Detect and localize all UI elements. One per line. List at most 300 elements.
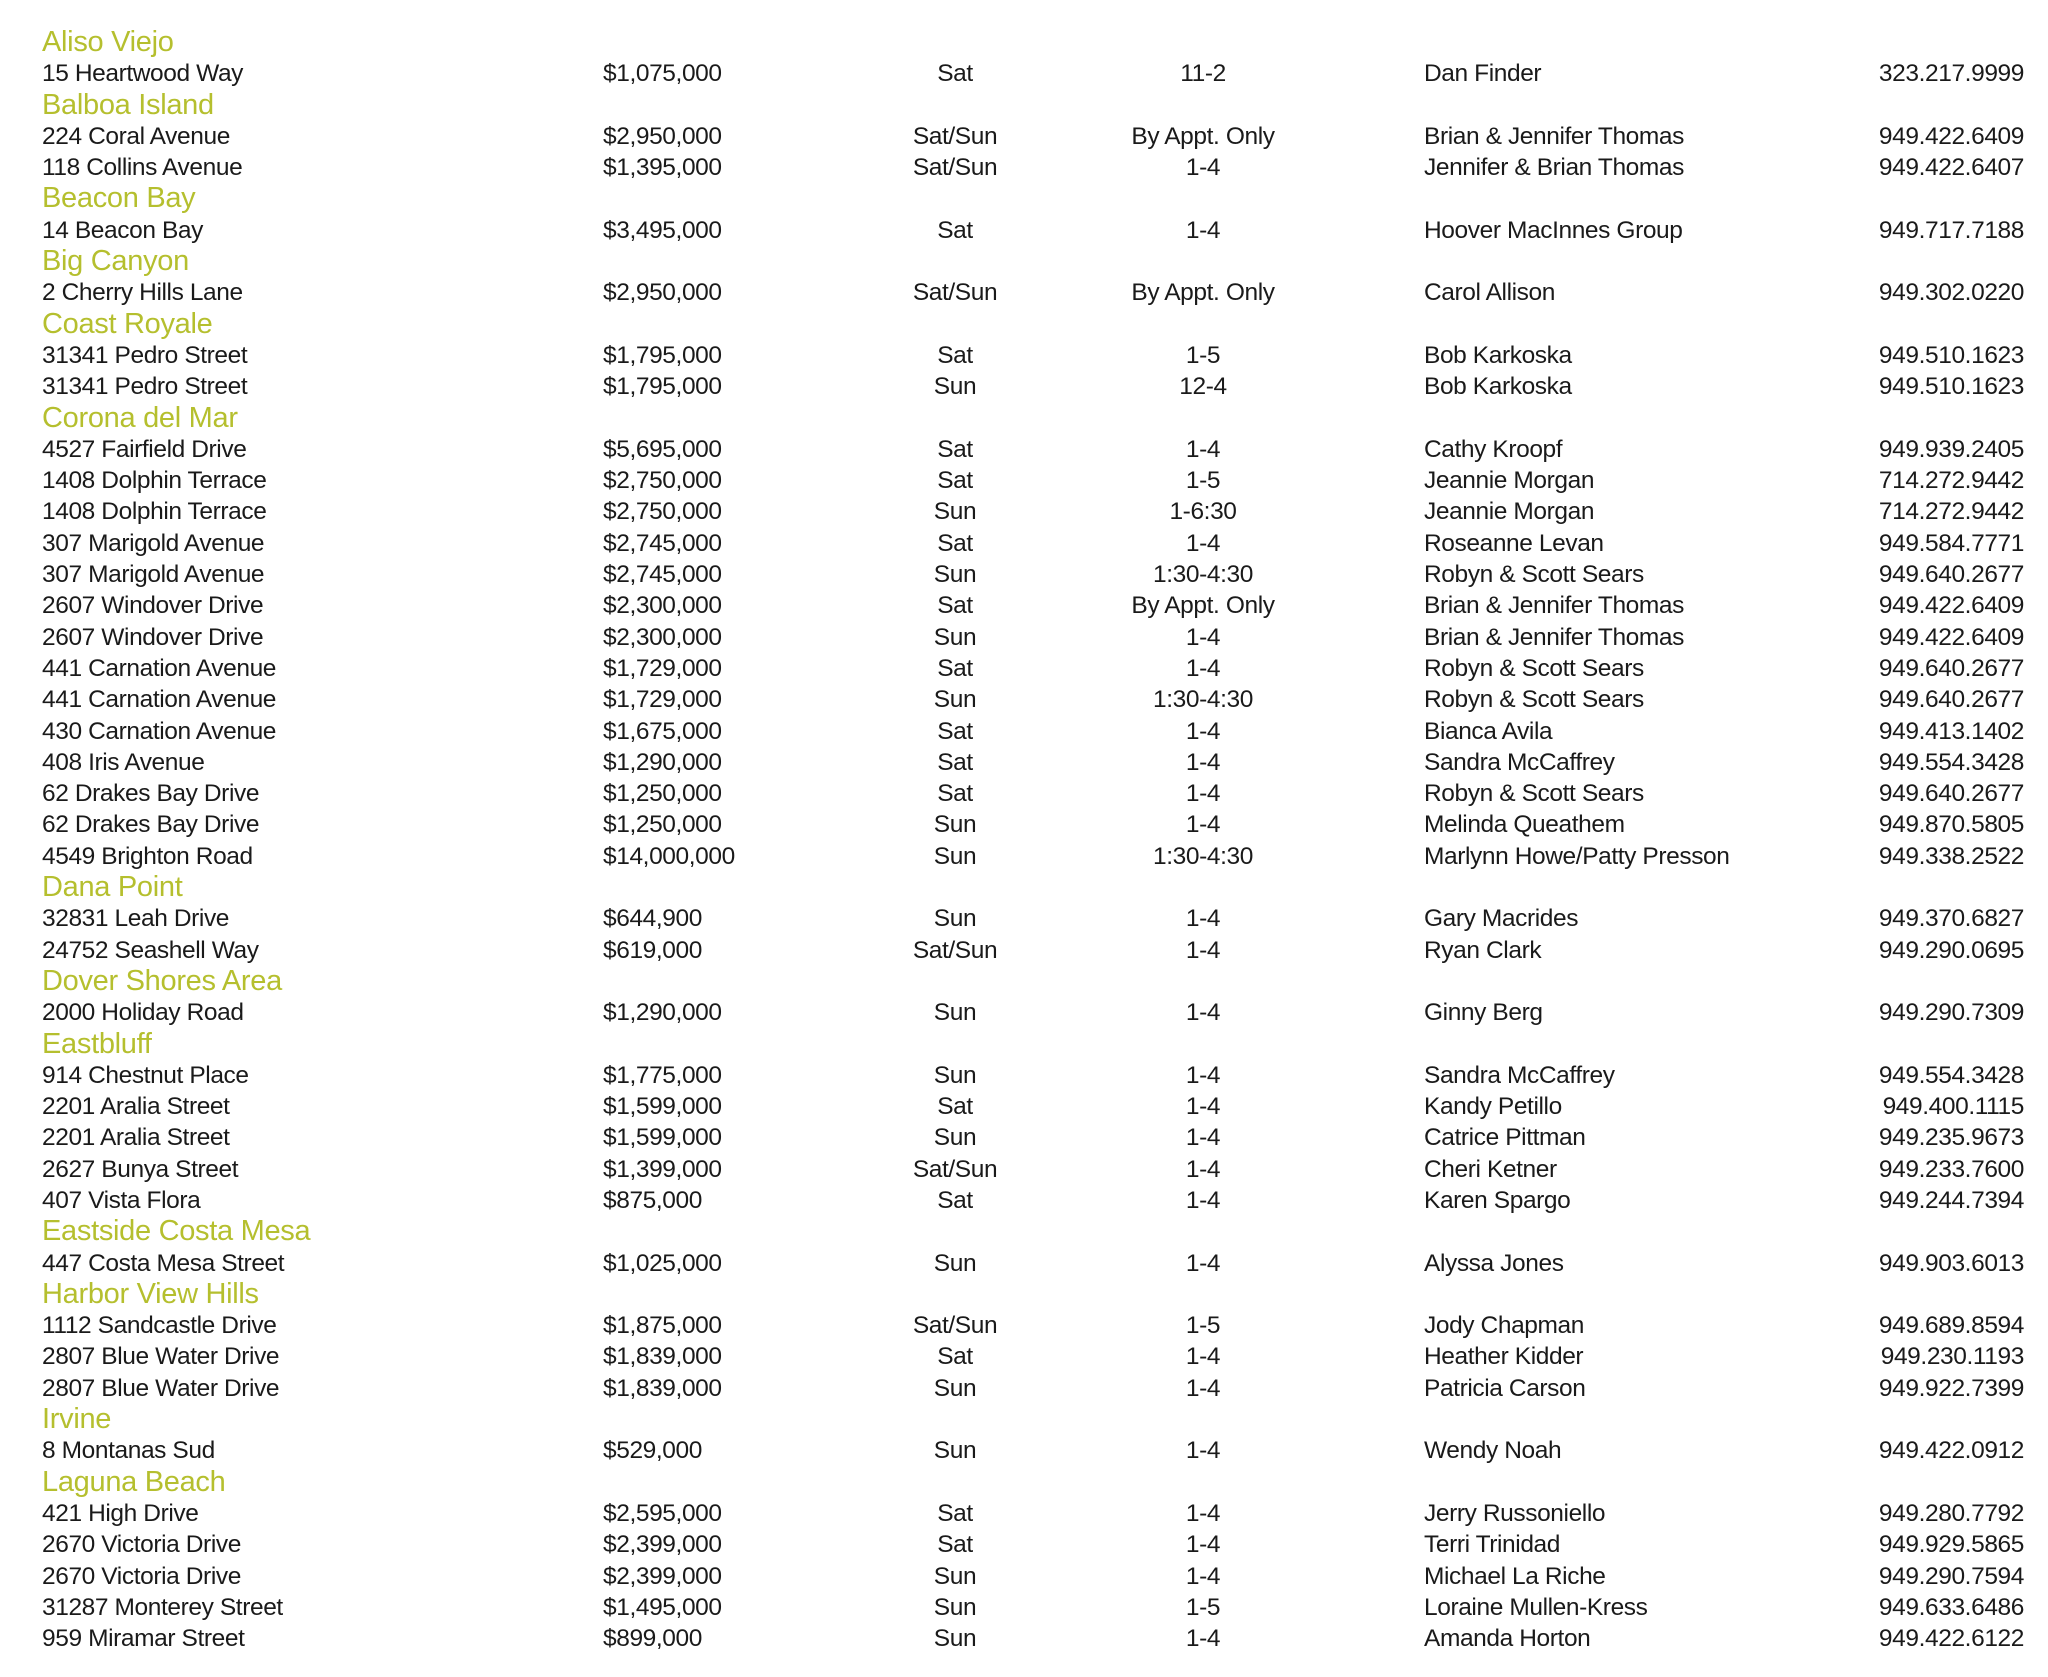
listing-address: 959 Miramar Street [42,1625,245,1653]
listing-price: $619,000 [603,936,702,964]
listing-row [0,1373,2048,1404]
listing-phone: 949.939.2405 [1878,435,2024,463]
listing-day: Sat/Sun [912,1155,998,1183]
listing-day: Sun [933,1625,977,1653]
listing-time: 1-5 [1185,341,1221,369]
listing-time: 1-4 [1185,1374,1221,1402]
listing-phone: 949.235.9673 [1878,1124,2024,1152]
listing-agent: Cathy Kroopf [1424,435,1563,463]
listing-price: $644,900 [603,905,702,933]
listing-agent: Robyn & Scott Sears [1424,686,1644,714]
listing-price: $3,495,000 [603,216,722,244]
listing-row [0,277,2048,308]
listing-day: Sat/Sun [912,1312,998,1340]
listing-row [0,528,2048,559]
listing-address: 307 Marigold Avenue [42,561,265,589]
listing-row [0,1154,2048,1185]
listing-address: 447 Costa Mesa Street [42,1249,285,1277]
listing-time: 1-4 [1185,1437,1221,1465]
listing-price: $2,750,000 [603,467,722,495]
listing-phone: 949.717.7188 [1878,216,2024,244]
listing-price: $1,729,000 [603,686,722,714]
listing-price: $1,250,000 [603,780,722,808]
region-section [0,90,2048,184]
listing-phone: 949.554.3428 [1878,748,2024,776]
listing-row [0,1435,2048,1466]
listing-address: 32831 Leah Drive [42,905,230,933]
region-heading: Irvine [42,1403,112,1436]
listing-phone: 949.554.3428 [1878,1061,2024,1089]
listing-phone: 949.413.1402 [1878,717,2024,745]
listing-row [0,58,2048,89]
listing-agent: Sandra McCaffrey [1424,748,1615,776]
listing-row [0,622,2048,653]
region-heading: Corona del Mar [42,401,238,434]
listing-address: 2201 Aralia Street [42,1124,230,1152]
listing-agent: Marlynn Howe/Patty Presson [1424,842,1730,870]
region-heading: Big Canyon [42,245,189,278]
listing-day: Sat/Sun [912,936,998,964]
listing-agent: Jerry Russoniello [1424,1499,1606,1527]
listing-agent: Brian & Jennifer Thomas [1424,592,1684,620]
listing-phone: 714.272.9442 [1878,467,2024,495]
listing-day: Sun [933,811,977,839]
region-section [0,183,2048,246]
listing-price: $2,950,000 [603,279,722,307]
listing-address: 1408 Dolphin Terrace [42,498,267,526]
listing-price: $2,745,000 [603,529,722,557]
listing-phone: 949.422.6409 [1878,623,2024,651]
listing-agent: Jody Chapman [1424,1312,1584,1340]
listing-price: $2,300,000 [603,623,722,651]
listing-address: 224 Coral Avenue [42,122,230,150]
listing-row [0,590,2048,621]
listing-row [0,1310,2048,1341]
listing-day: Sun [933,1249,977,1277]
listing-day: Sun [933,1593,977,1621]
listing-price: $1,599,000 [603,1124,722,1152]
listing-phone: 949.870.5805 [1878,811,2024,839]
listing-time: 1-4 [1185,623,1221,651]
listing-time: 1:30-4:30 [1153,561,1253,589]
listing-phone: 949.422.6407 [1878,154,2024,182]
listing-agent: Jeannie Morgan [1424,498,1595,526]
listing-agent: Karen Spargo [1424,1186,1571,1214]
listing-price: $1,025,000 [603,1249,722,1277]
listing-price: $1,729,000 [603,654,722,682]
listing-row [0,496,2048,527]
listing-address: 31341 Pedro Street [42,341,248,369]
listing-phone: 949.290.7309 [1878,999,2024,1027]
listing-agent: Ginny Berg [1424,999,1543,1027]
listing-phone: 949.290.7594 [1878,1562,2024,1590]
listing-price: $875,000 [603,1186,702,1214]
listing-address: 118 Collins Avenue [42,154,243,182]
listing-time: 1-4 [1185,1124,1221,1152]
listing-address: 430 Carnation Avenue [42,717,277,745]
listing-phone: 714.272.9442 [1878,498,2024,526]
region-section [0,1279,2048,1404]
region-heading: Dover Shores Area [42,964,282,997]
listing-address: 1112 Sandcastle Drive [42,1312,277,1340]
listing-address: 441 Carnation Avenue [42,686,277,714]
listing-address: 1408 Dolphin Terrace [42,467,267,495]
listing-row [0,465,2048,496]
listing-agent: Roseanne Levan [1424,529,1604,557]
listing-row [0,1623,2048,1654]
listing-row [0,371,2048,402]
listing-agent: Robyn & Scott Sears [1424,780,1644,808]
listing-agent: Cheri Ketner [1424,1155,1557,1183]
listing-day: Sat [937,1093,973,1121]
listing-time: 1-5 [1185,1312,1221,1340]
listing-day: Sun [933,842,977,870]
region-heading: Dana Point [42,871,183,904]
listing-day: Sat [937,341,973,369]
listing-day: Sat [937,1186,973,1214]
listing-price: $2,399,000 [603,1562,722,1590]
listing-time: 1-4 [1185,780,1221,808]
region-heading: Harbor View Hills [42,1277,259,1310]
listing-agent: Bob Karkoska [1424,373,1572,401]
listing-price: $1,290,000 [603,999,722,1027]
listing-phone: 949.584.7771 [1878,529,2024,557]
listing-time: 1:30-4:30 [1153,686,1253,714]
listing-price: $1,839,000 [603,1343,722,1371]
listing-phone: 949.338.2522 [1878,842,2024,870]
listing-agent: Ryan Clark [1424,936,1542,964]
listing-time: 1:30-4:30 [1153,842,1253,870]
listing-row [0,1122,2048,1153]
region-section [0,27,2048,90]
listing-day: Sun [933,1061,977,1089]
listing-row [0,559,2048,590]
region-heading: Eastside Costa Mesa [42,1215,311,1248]
listing-phone: 949.922.7399 [1878,1374,2024,1402]
listing-price: $1,839,000 [603,1374,722,1402]
listing-day: Sun [933,1437,977,1465]
listing-phone: 949.422.6409 [1878,592,2024,620]
listing-agent: Carol Allison [1424,279,1555,307]
listing-day: Sat [937,60,973,88]
listing-phone: 949.510.1623 [1878,373,2024,401]
listing-day: Sat [937,654,973,682]
listing-price: $1,395,000 [603,154,722,182]
listing-price: $1,775,000 [603,1061,722,1089]
listing-day: Sat/Sun [912,154,998,182]
listing-phone: 949.640.2677 [1878,780,2024,808]
listing-time: 1-4 [1185,435,1221,463]
listing-address: 914 Chestnut Place [42,1061,249,1089]
listing-phone: 949.510.1623 [1878,341,2024,369]
listing-price: $1,495,000 [603,1593,722,1621]
listing-price: $2,595,000 [603,1499,722,1527]
listing-price: $2,399,000 [603,1531,722,1559]
listing-address: 2670 Victoria Drive [42,1531,241,1559]
listing-row [0,340,2048,371]
listing-agent: Bob Karkoska [1424,341,1572,369]
listing-row [0,215,2048,246]
listing-row [0,716,2048,747]
listing-row [0,1561,2048,1592]
listing-time: 1-4 [1185,1249,1221,1277]
listing-row [0,778,2048,809]
region-heading: Laguna Beach [42,1465,226,1498]
region-section [0,1029,2048,1217]
listing-price: $1,290,000 [603,748,722,776]
listing-phone: 949.290.0695 [1878,936,2024,964]
listing-time: 1-4 [1185,1186,1221,1214]
listing-agent: Wendy Noah [1424,1437,1562,1465]
region-section [0,872,2048,966]
region-section [0,246,2048,309]
region-section [0,1216,2048,1279]
region-heading: Beacon Bay [42,182,196,215]
listing-price: $1,875,000 [603,1312,722,1340]
listing-time: 1-4 [1185,1093,1221,1121]
listing-day: Sat [937,467,973,495]
listing-address: 421 High Drive [42,1499,199,1527]
listing-day: Sat/Sun [912,122,998,150]
listing-day: Sat [937,748,973,776]
region-heading: Aliso Viejo [42,26,174,58]
listing-address: 2627 Bunya Street [42,1155,239,1183]
listing-agent: Alyssa Jones [1424,1249,1564,1277]
listing-time: By Appt. Only [1131,592,1275,620]
listing-day: Sun [933,498,977,526]
region-section [0,309,2048,403]
listing-row [0,653,2048,684]
listing-day: Sat [937,216,973,244]
listing-row [0,935,2048,966]
listing-time: 1-4 [1185,216,1221,244]
region-section [0,966,2048,1029]
listing-price: $1,599,000 [603,1093,722,1121]
listing-address: 307 Marigold Avenue [42,529,265,557]
listing-time: 1-5 [1185,1593,1221,1621]
listing-agent: Jennifer & Brian Thomas [1424,154,1684,182]
listing-time: 1-4 [1185,748,1221,776]
listing-agent: Brian & Jennifer Thomas [1424,623,1684,651]
listing-time: 1-4 [1185,936,1221,964]
listing-phone: 949.640.2677 [1878,561,2024,589]
listing-time: 1-5 [1185,467,1221,495]
listing-time: 1-4 [1185,717,1221,745]
listing-address: 2607 Windover Drive [42,623,264,651]
listing-agent: Robyn & Scott Sears [1424,654,1644,682]
listing-address: 2670 Victoria Drive [42,1562,241,1590]
listing-row [0,903,2048,934]
listing-price: $2,750,000 [603,498,722,526]
listing-time: By Appt. Only [1131,279,1275,307]
listing-time: 1-4 [1185,1562,1221,1590]
listing-phone: 949.422.6122 [1878,1625,2024,1653]
listing-row [0,1060,2048,1091]
listing-phone: 949.400.1115 [1882,1093,2024,1121]
listing-agent: Loraine Mullen-Kress [1424,1593,1648,1621]
listing-day: Sat [937,529,973,557]
listing-time: 1-4 [1185,811,1221,839]
open-house-listing-table [0,27,2048,1654]
listing-day: Sun [933,905,977,933]
region-heading: Eastbluff [42,1027,152,1060]
listing-price: $1,075,000 [603,60,722,88]
listing-price: $14,000,000 [603,842,735,870]
listing-address: 14 Beacon Bay [42,216,203,244]
listing-time: 1-4 [1185,654,1221,682]
listing-day: Sun [933,1374,977,1402]
listing-row [0,1341,2048,1372]
listing-price: $1,399,000 [603,1155,722,1183]
listing-time: 1-4 [1185,1531,1221,1559]
listing-price: $1,250,000 [603,811,722,839]
listing-price: $1,795,000 [603,341,722,369]
listing-address: 15 Heartwood Way [42,60,244,88]
listing-row [0,1529,2048,1560]
listing-agent: Brian & Jennifer Thomas [1424,122,1684,150]
listing-address: 24752 Seashell Way [42,936,259,964]
listing-address: 8 Montanas Sud [42,1437,215,1465]
listing-agent: Dan Finder [1424,60,1542,88]
listing-time: 1-4 [1185,154,1221,182]
listing-time: 1-4 [1185,1343,1221,1371]
listing-agent: Hoover MacInnes Group [1424,216,1683,244]
listing-day: Sun [933,373,977,401]
listing-phone: 949.302.0220 [1878,279,2024,307]
listing-agent: Robyn & Scott Sears [1424,561,1644,589]
listing-phone: 949.640.2677 [1878,654,2024,682]
listing-price: $1,795,000 [603,373,722,401]
listing-address: 407 Vista Flora [42,1186,201,1214]
listing-address: 62 Drakes Bay Drive [42,811,260,839]
listing-row [0,1248,2048,1279]
listing-address: 4527 Fairfield Drive [42,435,247,463]
listing-time: 1-4 [1185,1155,1221,1183]
listing-phone: 949.233.7600 [1878,1155,2024,1183]
listing-agent: Michael La Riche [1424,1562,1606,1590]
listing-day: Sun [933,561,977,589]
listing-price: $2,950,000 [603,122,722,150]
listing-row [0,809,2048,840]
listing-address: 4549 Brighton Road [42,842,253,870]
listing-row [0,121,2048,152]
listing-row [0,684,2048,715]
listing-day: Sun [933,1124,977,1152]
listing-time: 1-4 [1185,1061,1221,1089]
listing-row [0,152,2048,183]
listing-agent: Terri Trinidad [1424,1531,1561,1559]
listing-agent: Catrice Pittman [1424,1124,1586,1152]
listing-agent: Gary Macrides [1424,905,1579,933]
listing-time: 1-4 [1185,529,1221,557]
listing-price: $1,675,000 [603,717,722,745]
listing-address: 2000 Holiday Road [42,999,244,1027]
listing-address: 2807 Blue Water Drive [42,1343,280,1371]
listing-row [0,841,2048,872]
listing-day: Sat [937,1531,973,1559]
listing-row [0,1185,2048,1216]
region-heading: Coast Royale [42,307,213,340]
listing-address: 31287 Monterey Street [42,1593,283,1621]
region-section [0,1467,2048,1655]
listing-row [0,747,2048,778]
listing-row [0,434,2048,465]
listing-phone: 949.422.0912 [1878,1437,2024,1465]
listing-agent: Bianca Avila [1424,717,1553,745]
listing-agent: Kandy Petillo [1424,1093,1562,1121]
listing-phone: 323.217.9999 [1878,60,2024,88]
listing-day: Sat [937,435,973,463]
listing-row [0,1592,2048,1623]
listing-time: 1-6:30 [1169,498,1237,526]
listing-phone: 949.640.2677 [1878,686,2024,714]
listing-address: 2 Cherry Hills Lane [42,279,243,307]
listing-address: 62 Drakes Bay Drive [42,780,260,808]
listing-day: Sat [937,780,973,808]
listing-phone: 949.422.6409 [1878,122,2024,150]
listing-address: 2607 Windover Drive [42,592,264,620]
listing-day: Sun [933,686,977,714]
listing-price: $2,745,000 [603,561,722,589]
listing-phone: 949.230.1193 [1880,1343,2024,1371]
listing-address: 2201 Aralia Street [42,1093,230,1121]
listing-time: 1-4 [1185,999,1221,1027]
listing-price: $529,000 [603,1437,702,1465]
listing-phone: 949.633.6486 [1878,1593,2024,1621]
listing-price: $899,000 [603,1625,702,1653]
listing-phone: 949.280.7792 [1878,1499,2024,1527]
listing-phone: 949.370.6827 [1878,905,2024,933]
listing-day: Sun [933,999,977,1027]
listing-price: $2,300,000 [603,592,722,620]
listing-agent: Patricia Carson [1424,1374,1586,1402]
listing-day: Sat [937,717,973,745]
listing-agent: Melinda Queathem [1424,811,1625,839]
region-section [0,1404,2048,1467]
listing-agent: Sandra McCaffrey [1424,1061,1615,1089]
listing-agent: Amanda Horton [1424,1625,1591,1653]
listing-time: 1-4 [1185,1625,1221,1653]
listing-phone: 949.929.5865 [1878,1531,2024,1559]
listing-address: 441 Carnation Avenue [42,654,277,682]
region-heading: Balboa Island [42,88,214,121]
listing-time: By Appt. Only [1131,122,1275,150]
listing-time: 1-4 [1185,905,1221,933]
listing-day: Sat/Sun [912,279,998,307]
listing-agent: Heather Kidder [1424,1343,1584,1371]
listing-time: 11-2 [1180,60,1226,88]
listing-phone: 949.903.6013 [1878,1249,2024,1277]
listing-time: 1-4 [1185,1499,1221,1527]
listing-day: Sun [933,623,977,651]
listing-address: 408 Iris Avenue [42,748,205,776]
listing-address: 31341 Pedro Street [42,373,248,401]
listing-agent: Jeannie Morgan [1424,467,1595,495]
listing-address: 2807 Blue Water Drive [42,1374,280,1402]
listing-phone: 949.244.7394 [1878,1186,2024,1214]
listing-day: Sat [937,1499,973,1527]
listing-row [0,1091,2048,1122]
region-section [0,403,2048,872]
listing-row [0,997,2048,1028]
listing-phone: 949.689.8594 [1878,1312,2024,1340]
listing-day: Sat [937,1343,973,1371]
listing-time: 12-4 [1179,373,1227,401]
listing-day: Sat [937,592,973,620]
listing-price: $5,695,000 [603,435,722,463]
listing-row [0,1498,2048,1529]
listing-day: Sun [933,1562,977,1590]
